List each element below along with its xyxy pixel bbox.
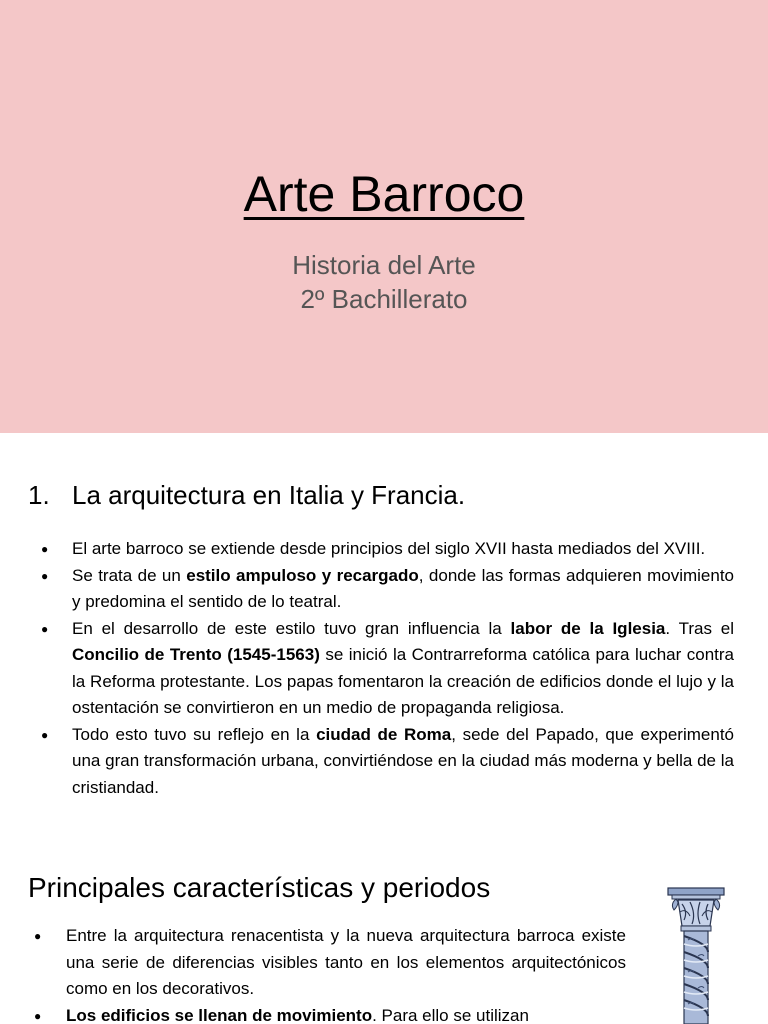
document-title: Arte Barroco — [243, 166, 525, 222]
bold-text: labor de la Iglesia — [510, 618, 666, 638]
text-run: . Para ello se utilizan — [372, 1005, 529, 1024]
subtitle-subject: Historia del Arte — [292, 250, 476, 280]
bullet-icon: ● — [34, 1008, 42, 1023]
text-run: Se trata de un — [72, 565, 187, 585]
list-item — [41, 616, 734, 722]
bullet-icon: ● — [41, 568, 49, 583]
text-run: Entre la arquitectura renacentista y la nueva arquitectura barroca existe una serie de diferencias visibles tanto en los elementos arquitectónicos como en los decorativos. — [66, 926, 626, 998]
list-item — [34, 1003, 626, 1024]
bold-text: ciudad de Roma — [316, 724, 452, 744]
text-run: , donde las formas adquieren movimiento y predomina el sentido de lo teatral. — [72, 565, 734, 611]
bullet-icon: ● — [41, 727, 49, 742]
section-number: 1. — [28, 480, 50, 510]
text-run: . Tras el — [665, 618, 734, 638]
bullet-icon: ● — [41, 542, 49, 556]
section1-bullet-list — [41, 536, 734, 801]
bold-text: Los edificios se llenan de movimiento — [66, 1005, 373, 1024]
list-item — [41, 722, 734, 802]
section-heading-text: La arquitectura en Italia y Francia. — [72, 480, 466, 510]
text-run: Todo esto tuvo su reflejo en la — [72, 724, 317, 744]
subtitle-course: 2º Bachillerato — [300, 284, 468, 314]
text-run: se inició la Contrarreforma católica para luchar contra la Reforma protestante. Los papas fomentaron la creación de edificios donde el lujo y la ostentación se convirtieron en un medio de propaganda religiosa. — [72, 645, 734, 717]
solomonic-column-icon — [664, 886, 728, 1024]
list-item — [34, 923, 626, 1003]
section-heading-1 — [28, 480, 465, 511]
list-item — [41, 563, 734, 616]
bold-text: estilo ampuloso y recargado — [186, 565, 419, 585]
bullet-icon: ● — [34, 929, 42, 943]
section2-bullet-list — [34, 923, 626, 1024]
text-run: El arte barroco se extiende desde principios del siglo XVII hasta mediados del XVIII. — [72, 539, 706, 558]
text-run: , sede del Papado, que experimentó una gran transformación urbana, convirtiéndose en la ciudad más moderna y bella de la cristiandad. — [72, 724, 734, 797]
bold-text: Concilio de Trento (1545-1563) — [72, 645, 320, 664]
text-run: En el desarrollo de este estilo tuvo gran influencia la — [72, 618, 511, 638]
list-item — [41, 536, 734, 563]
bullet-icon: ● — [41, 621, 49, 636]
section-heading-2: Principales características y periodos — [28, 872, 491, 903]
cover-banner — [0, 0, 768, 433]
